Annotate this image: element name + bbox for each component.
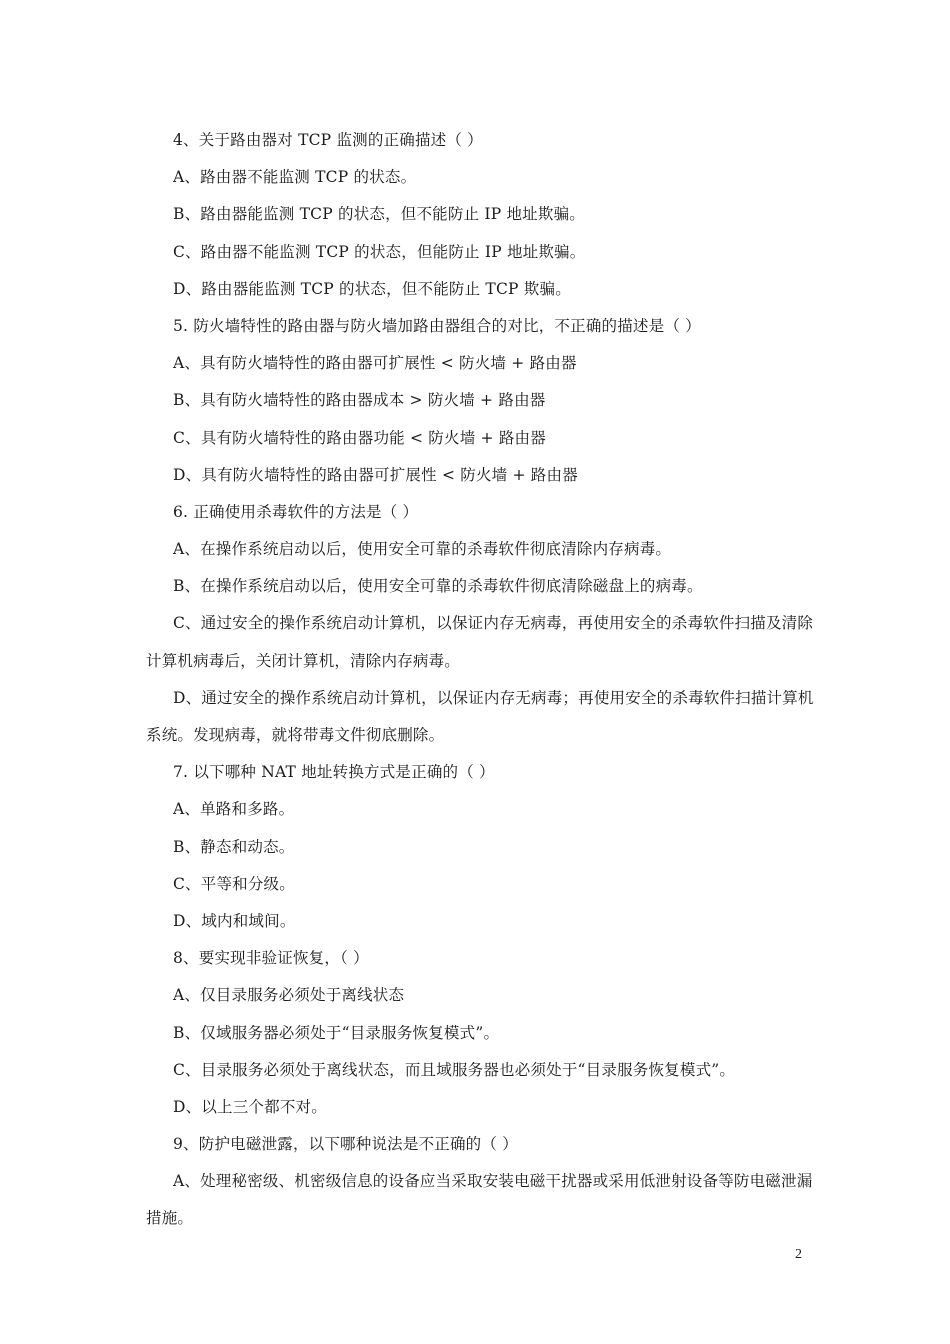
question-7-option-d: D、域内和域间。	[173, 911, 296, 930]
question-6-option-d: D、通过安全的操作系统启动计算机，以保证内存无病毒；再使用安全的杀毒软件扫描计算机	[173, 688, 814, 707]
question-8-option-b: B、仅域服务器必须处于“目录服务恢复模式”。	[173, 1023, 500, 1042]
document-body	[146, 122, 852, 1238]
question-8-option-c: C、目录服务必须处于离线状态，而且域服务器也必须处于“目录服务恢复模式”。	[173, 1060, 736, 1079]
question-4-option-c: C、路由器不能监测 TCP 的状态，但能防止 IP 地址欺骗。	[173, 242, 586, 261]
question-5-option-a: A、具有防火墙特性的路由器可扩展性 < 防火墙 + 路由器	[173, 354, 577, 373]
question-8-option-a: A、仅目录服务必须处于离线状态	[173, 986, 405, 1005]
question-7-option-b: B、静态和动态。	[173, 837, 295, 856]
question-5-stem: 5. 防火墙特性的路由器与防火墙加路由器组合的对比，不正确的描述是（ ）	[173, 316, 701, 335]
question-6-option-c: C、通过安全的操作系统启动计算机，以保证内存无病毒，再使用安全的杀毒软件扫描及清除	[173, 614, 814, 633]
question-8-option-d: D、以上三个都不对。	[173, 1097, 327, 1116]
question-6-option-c-continued: 计算机病毒后，关闭计算机，清除内存病毒。	[146, 651, 461, 670]
question-5-option-b: B、具有防火墙特性的路由器成本 > 防火墙 + 路由器	[173, 391, 546, 410]
question-7-option-a: A、单路和多路。	[173, 800, 295, 819]
question-9-stem: 9、防护电磁泄露，以下哪种说法是不正确的（ ）	[173, 1135, 518, 1154]
question-6-option-d-continued: 系统。发现病毒，就将带毒文件彻底删除。	[146, 726, 445, 744]
question-9-option-a-continued: 措施。	[146, 1209, 194, 1228]
question-9-option-a: A、处理秘密级、机密级信息的设备应当采取安装电磁干扰器或采用低泄射设备等防电磁泄漏	[173, 1172, 813, 1191]
page-number: 2	[795, 1247, 802, 1262]
question-6-stem: 6. 正确使用杀毒软件的方法是（ ）	[173, 502, 419, 521]
question-7-stem: 7. 以下哪种 NAT 地址转换方式是正确的（ ）	[173, 763, 495, 782]
question-6-option-a: A、在操作系统启动以后，使用安全可靠的杀毒软件彻底清除内存病毒。	[173, 540, 672, 559]
question-6-option-b: B、在操作系统启动以后，使用安全可靠的杀毒软件彻底清除磁盘上的病毒。	[173, 577, 703, 596]
question-4-option-a: A、路由器不能监测 TCP 的状态。	[173, 168, 417, 187]
question-4-option-d: D、路由器能监测 TCP 的状态，但不能防止 TCP 欺骗。	[173, 279, 571, 298]
question-8-stem: 8、要实现非验证恢复，（ ）	[173, 949, 369, 968]
question-4-stem: 4、关于路由器对 TCP 监测的正确描述（ ）	[173, 131, 483, 149]
question-5-option-d: D、具有防火墙特性的路由器可扩展性 < 防火墙 + 路由器	[173, 465, 578, 484]
question-7-option-c: C、平等和分级。	[173, 874, 295, 893]
question-4-option-b: B、路由器能监测 TCP 的状态，但不能防止 IP 地址欺骗。	[173, 205, 585, 224]
question-5-option-c: C、具有防火墙特性的路由器功能 < 防火墙 + 路由器	[173, 428, 546, 447]
